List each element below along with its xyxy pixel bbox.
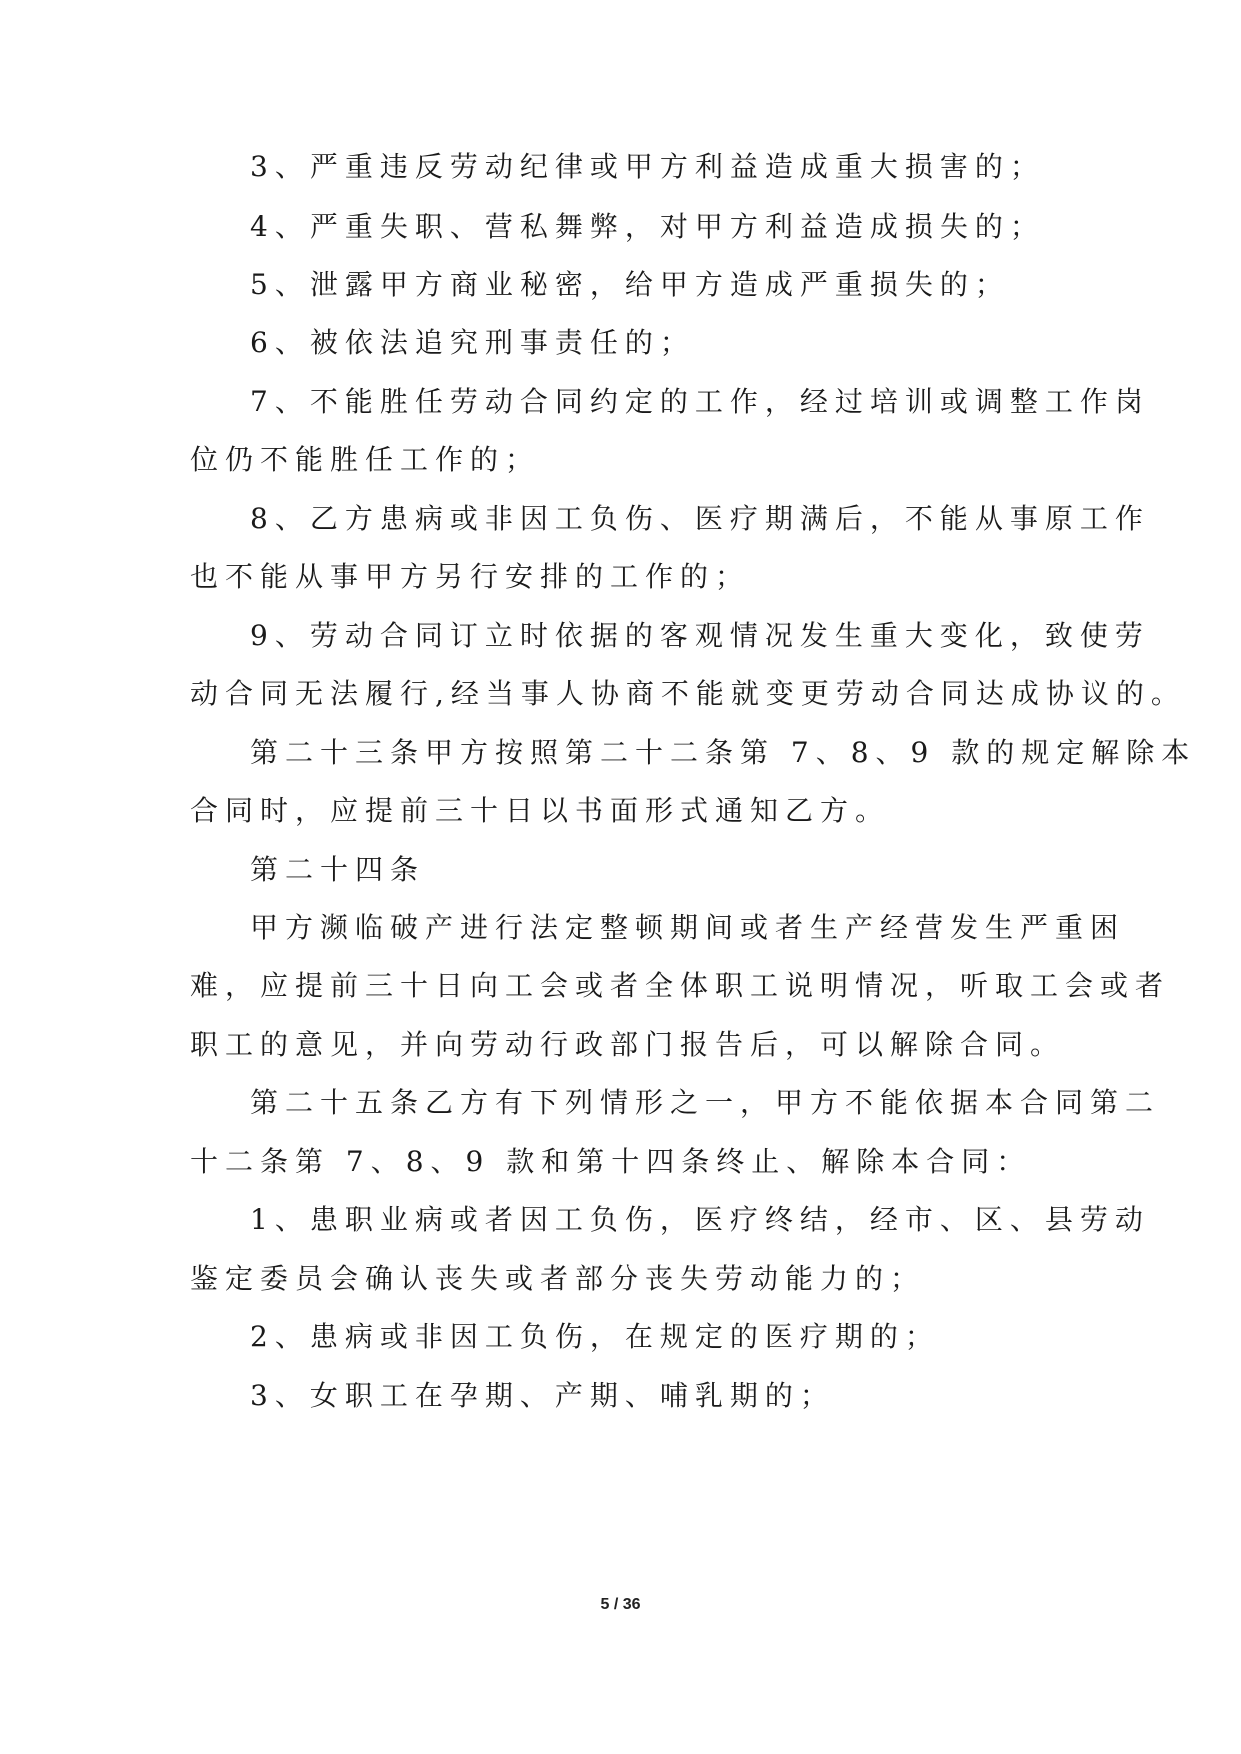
paragraph-line: 十二条第 7、8、9 款和第十四条终止、解除本合同：	[190, 1145, 1032, 1178]
paragraph-line: 第二十三条甲方按照第二十二条第 7、8、9 款的规定解除本	[250, 736, 1197, 769]
paragraph-line: 3、女职工在孕期、产期、哺乳期的；	[250, 1379, 835, 1412]
paragraph-line: 1、患职业病或者因工负伤，医疗终结，经市、区、县劳动	[250, 1203, 1150, 1236]
paragraph-line: 难，应提前三十日向工会或者全体职工说明情况，听取工会或者	[190, 969, 1171, 1002]
page-number: 5 / 36	[600, 1596, 641, 1613]
paragraph-line: 甲方濒临破产进行法定整顿期间或者生产经营发生严重困	[250, 911, 1126, 944]
paragraph-line: 职工的意见，并向劳动行政部门报告后，可以解除合同。	[190, 1028, 1066, 1061]
paragraph-line: 也不能从事甲方另行安排的工作的；	[190, 560, 751, 593]
paragraph-line: 4、严重失职、营私舞弊，对甲方利益造成损失的；	[250, 210, 1045, 243]
paragraph-line: 第二十五条乙方有下列情形之一，甲方不能依据本合同第二	[250, 1086, 1161, 1119]
paragraph-line: 2、患病或非因工负伤，在规定的医疗期的；	[250, 1320, 940, 1353]
paragraph-line: 合同时，应提前三十日以书面形式通知乙方。	[190, 794, 891, 827]
paragraph-line: 9、劳动合同订立时依据的客观情况发生重大变化，致使劳	[250, 619, 1150, 652]
paragraph-line: 5、泄露甲方商业秘密，给甲方造成严重损失的；	[250, 268, 1010, 301]
paragraph-line: 第二十四条	[250, 853, 426, 886]
paragraph-line: 鉴定委员会确认丧失或者部分丧失劳动能力的；	[190, 1262, 926, 1295]
paragraph-line: 动合同无法履行,经当事人协商不能就变更劳动合同达成协议的。	[190, 677, 1186, 710]
paragraph-line: 3、严重违反劳动纪律或甲方利益造成重大损害的；	[250, 150, 1045, 183]
paragraph-line: 6、被依法追究刑事责任的；	[250, 326, 695, 359]
paragraph-line: 8、乙方患病或非因工负伤、医疗期满后，不能从事原工作	[250, 502, 1150, 535]
paragraph-line: 位仍不能胜任工作的；	[190, 443, 541, 476]
paragraph-line: 7、不能胜任劳动合同约定的工作，经过培训或调整工作岗	[250, 385, 1150, 418]
